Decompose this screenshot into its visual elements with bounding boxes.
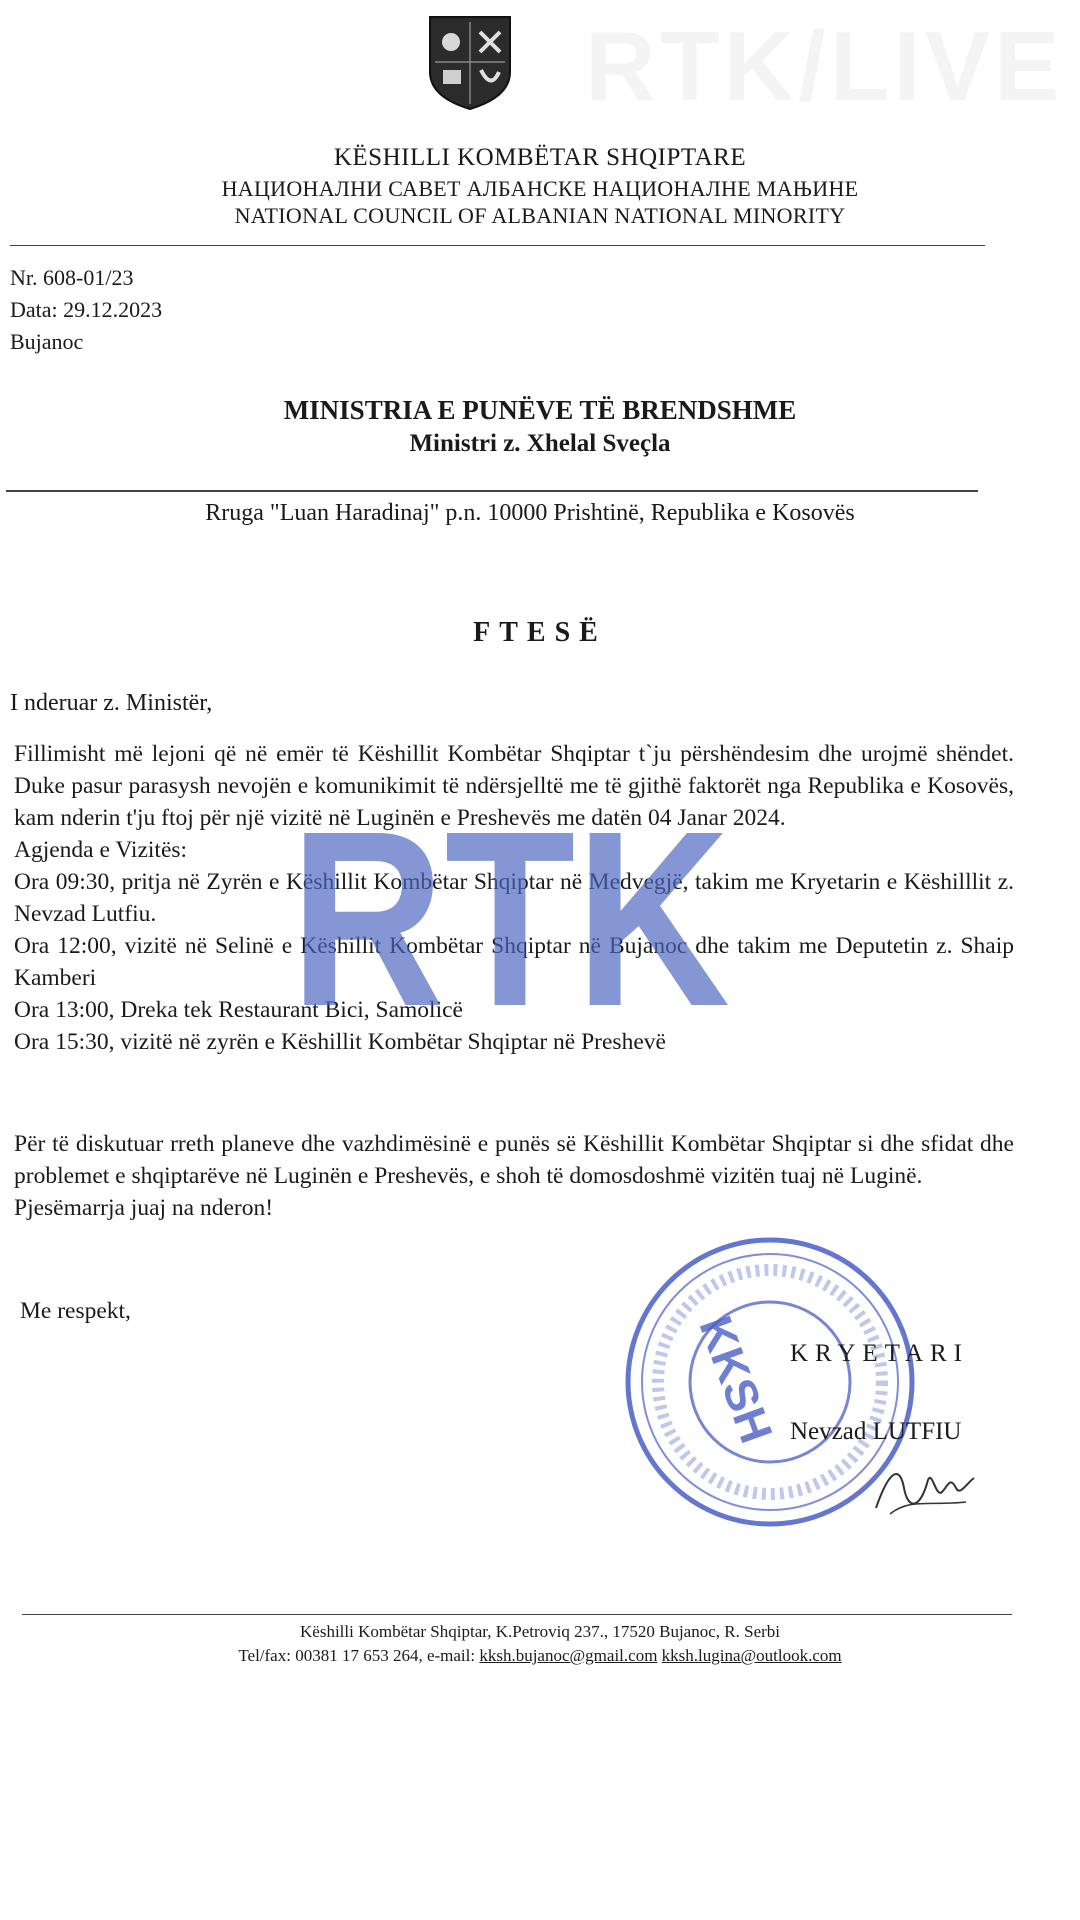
closing-respect: Me respekt, <box>20 1298 131 1324</box>
document-place: Bujanoc <box>10 329 84 354</box>
letter-title: FTESË <box>473 617 607 648</box>
footer-address: Këshilli Kombëtar Shqiptar, K.Petroviq 237., 17520 Bujanoc, R. Serbi <box>300 1622 780 1641</box>
agenda-item: Ora 12:00, vizitë në Selinë e Këshillit Kombëtar Shqiptar në Bujanoc dhe takim me Deputetin z. Shaip Kamberi <box>14 933 1014 991</box>
recipient-ministry: MINISTRIA E PUNËVE TË BRENDSHME <box>283 395 797 425</box>
agenda-item: Ora 09:30, pritja në Zyrën e Këshillit Kombëtar Shqiptar në Medvegjë, takim me Kryetarin e Këshilllit z. Nevzad Lutfiu. <box>14 869 1014 927</box>
purpose-paragraph: Për të diskutuar rreth planeve dhe vazhdimësinë e punës së Këshillit Kombëtar Shqiptar si dhe sfidat dhe problemet e shqiptarëve në Luginën e Preshevës, e shoh të domosdoshmë vizitën tuaj në Luginë. <box>14 1131 1014 1189</box>
thanks-line: Pjesëmarrja juaj na nderon! <box>14 1195 274 1221</box>
recipient-divider <box>6 490 978 492</box>
recipient-address: Rruga "Luan Haradinaj" p.n. 10000 Prishtinë, Republika e Kosovës <box>205 500 855 526</box>
document-date: Data: 29.12.2023 <box>10 297 163 322</box>
intro-paragraph: Fillimisht më lejoni që në emër të Këshillit Kombëtar Shqiptar t`ju përshëndesim dhe urojmë shëndet. Duke pasur parasysh nevojën e komunikimit të ndërsjelltë me të gjithë faktorët nga Republika e Kosovës, kam nderin t'ju ftoj për një vizitë në Luginën e Preshevës me datën 04 Janar 2024. <box>14 741 1014 831</box>
recipient-minister: Ministri z. Xhelal Sveçla <box>409 430 671 457</box>
signatory-name: Nevzad LUTFIU <box>790 1418 962 1445</box>
stamp-text: KKSH <box>689 1309 783 1450</box>
council-emblem-icon <box>425 12 515 112</box>
document-number: Nr. 608-01/23 <box>10 265 134 290</box>
org-name-english: NATIONAL COUNCIL OF ALBANIAN NATIONAL MINORITY <box>234 203 846 228</box>
rtk-watermark <box>285 800 735 1015</box>
agenda-title: Agjenda e Vizitës: <box>14 837 188 863</box>
agenda-item: Ora 13:00, Dreka tek Restaurant Bici, Samolicë <box>14 997 463 1023</box>
header-divider <box>10 245 985 246</box>
closing-block <box>14 1128 1014 1224</box>
rtk-live-watermark <box>585 2 1080 130</box>
rtk-watermark-text: RTK <box>290 800 730 1015</box>
footer-email-bujanoc[interactable]: kksh.bujanoc@gmail.com <box>479 1646 658 1665</box>
footer-divider <box>22 1614 1012 1615</box>
footer-contact <box>0 1646 1080 1666</box>
handwritten-signature-icon <box>870 1458 990 1518</box>
org-name-albanian: KËSHILLI KOMBËTAR SHQIPTARE <box>333 144 747 171</box>
signatory-title: KRYETARI <box>790 1340 969 1367</box>
agenda-item: Ora 15:30, vizitë në zyrën e Këshillit Kombëtar Shqiptar në Preshevë <box>14 1029 666 1055</box>
footer-email-lugina[interactable]: kksh.lugina@outlook.com <box>661 1646 842 1665</box>
footer-phone: Tel/fax: 00381 17 653 264, e-mail: <box>238 1646 476 1665</box>
salutation: I nderuar z. Ministër, <box>10 690 213 716</box>
org-name-serbian: НАЦИОНАЛНИ САВЕТ АЛБАНСКЕ НАЦИОНАЛНЕ МАЊИНЕ <box>221 176 859 201</box>
